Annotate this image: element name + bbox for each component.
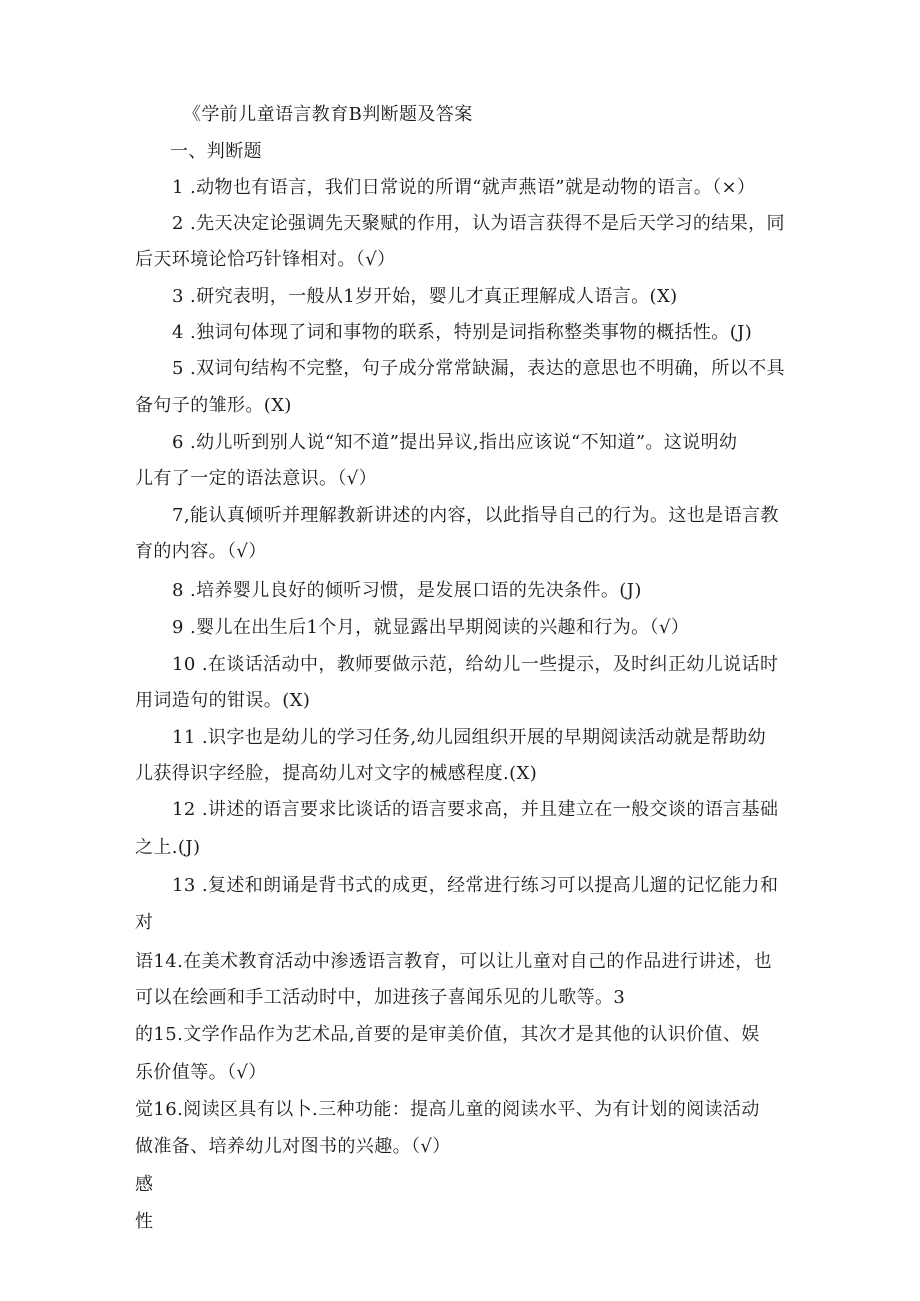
text-line: 12 .讲述的语言要求比谈话的语言要求高，并且建立在一般交谈的语言基础 [172, 799, 779, 820]
text-line: 9 .婴儿在出生后1个月，就显露出早期阅读的兴趣和行为。（√） [172, 617, 690, 638]
text-line: 3 .研究表明，一般从1岁开始，婴儿才真正理解成人语言。(X) [172, 286, 678, 307]
text-line: 育的内容。（√） [135, 541, 267, 562]
text-line: 乐价值等。（√） [135, 1062, 267, 1083]
text-line: 后天环境论恰巧针锋相对。（√） [135, 249, 396, 270]
text-line: 可以在绘画和手工活动时中，加进孩子喜闻乐见的儿歌等。3 [135, 987, 626, 1008]
document-title: 《学前儿童语言教育B判断题及答案 [183, 104, 473, 125]
text-line: 觉16.阅读区具有以卜.三种功能：提高儿童的阅读水平、为有计划的阅读活动 [135, 1099, 760, 1120]
text-line: 语14.在美术教育活动中渗透语言教育，可以让儿童对自己的作品进行讲述，也 [135, 951, 773, 972]
text-line: 1 .动物也有语言，我们日常说的所谓“就声燕语”就是动物的语言。（×） [172, 177, 756, 198]
text-line: 做准备、培养幼儿对图书的兴趣。（√） [135, 1136, 451, 1157]
text-line: 儿获得识字经脸，提高幼儿对文字的械感程度.(X) [135, 763, 538, 784]
text-line: 7,能认真倾听并理解教新讲述的内容，以此指导自己的行为。这也是语言教 [172, 505, 779, 526]
text-line: 备句子的雏形。(X) [135, 395, 292, 416]
text-line: 13 .复述和朗诵是背书式的成更，经常进行练习可以提高儿遛的记忆能力和 [172, 875, 779, 896]
text-line: 的15.文学作品作为艺术品,首要的是审美价值，其次才是其他的认识价值、娱 [135, 1024, 760, 1045]
text-line: 6 .幼儿听到别人说“知不道”提出异议,指出应该说“不知道”。这说明幼 [172, 432, 738, 453]
text-line: 5 .双词句结构不完整，句子成分常常缺漏，表达的意思也不明确，所以不具 [172, 358, 785, 379]
text-line: 10 .在谈话活动中，教师要做示范，给幼儿一些提示，及时纠正幼儿说话时 [172, 654, 779, 675]
text-line: 儿有了一定的语法意识。（√） [135, 468, 378, 489]
text-line: 8 .培养婴儿良好的倾听习惯，是发展口语的先决条件。(J) [172, 580, 642, 601]
text-line: 11 .识字也是幼儿的学习任务,幼儿园组织开展的早期阅读活动就是帮助幼 [172, 727, 767, 748]
text-line: 之上.(J) [135, 837, 201, 858]
text-line: 性 [135, 1211, 154, 1232]
text-line: 用词造句的钳误。(X) [135, 690, 311, 711]
section-heading: 一、判断题 [170, 141, 262, 162]
text-line: 感 [135, 1174, 154, 1195]
text-line: 4 .独词句体现了词和事物的联系，特别是词指称整类事物的概括性。(J) [172, 322, 753, 343]
text-line: 对 [135, 912, 154, 933]
text-line: 2 .先天决定论强调先天聚赋的作用，认为语言获得不是后天学习的结果，同 [172, 213, 785, 234]
